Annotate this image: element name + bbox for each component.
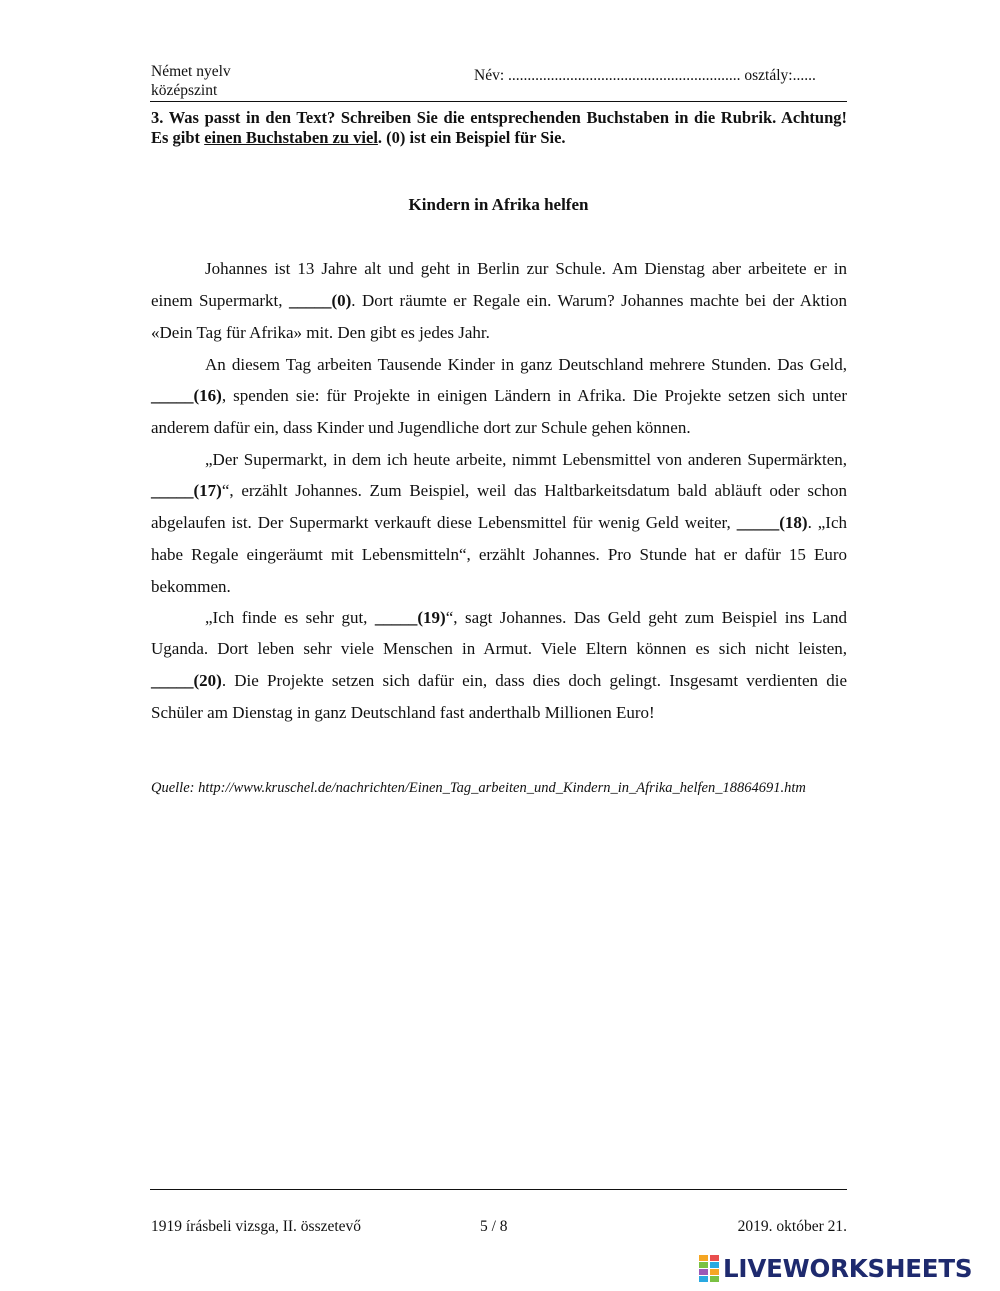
instruction-text-2: . (0) ist ein Beispiel für Sie. [377, 128, 566, 147]
gap-17[interactable]: _____(17) [151, 481, 222, 501]
paragraph-3 [151, 444, 847, 603]
p1-text-a: Johannes ist 13 Jahre alt und geht in Berlin zur Schule. Am Dienstag aber arbeitete er in einem Supermarkt, [151, 259, 847, 310]
p3-text-b: “, erzählt Johannes. Zum Beispiel, weil das Haltbarkeitsdatum bald abläuft oder schon abgelaufen ist. Der Supermarkt verkauft diese Lebensmittel für wenig Geld weiter, [151, 481, 847, 533]
name-class-field: Név: ............................................................ osztály:...... [474, 67, 816, 84]
instruction-underlined: einen Buchstaben zu viel [204, 128, 378, 147]
p4-text-c: . Die Projekte setzen sich dafür ein, dass dies doch gelingt. Insgesamt verdienten die Schüler am Dienstag in ganz Deutschland fast anderthalb Millionen Euro! [151, 671, 847, 722]
gap-16[interactable]: _____(16) [151, 386, 222, 406]
task-instruction [151, 108, 847, 148]
footer-exam-id: 1919 írásbeli vizsga, II. összetevő [151, 1218, 362, 1235]
liveworksheets-logo-icon [699, 1255, 719, 1283]
header-subject [151, 62, 231, 100]
p2-text-b: , spenden sie: für Projekte in einigen Ländern in Afrika. Die Projekte setzen sich unter anderem dafür ein, dass Kinder und Jugendliche dort zur Schule gehen können. [151, 386, 847, 438]
footer-date: 2019. október 21. [737, 1218, 847, 1235]
p3-text-a: „Der Supermarkt, in dem ich heute arbeite, nimmt Lebensmittel von anderen Supermärkten, [205, 449, 847, 469]
subject-line-1: Német nyelv [151, 63, 231, 80]
gap-0: _____(0) [288, 290, 352, 310]
footer-page-number: 5 / 8 [480, 1218, 508, 1235]
paragraph-1 [151, 253, 847, 348]
gap-20[interactable]: _____(20) [151, 671, 222, 691]
gap-18[interactable]: _____(18) [736, 513, 808, 533]
header-divider [150, 101, 847, 102]
liveworksheets-logo [699, 1254, 972, 1284]
subject-line-2: középszint [151, 82, 218, 99]
p2-text-a: An diesem Tag arbeiten Tausende Kinder in ganz Deutschland mehrere Stunden. Das Geld, [205, 354, 847, 374]
p3-text-c: . „Ich habe Regale eingeräumt mit Lebensmitteln“, erzählt Johannes. Pro Stunde hat er dafür 15 Euro bekommen. [151, 513, 847, 596]
paragraph-2 [151, 349, 847, 444]
paragraph-4 [151, 602, 847, 729]
p1-text-b: . Dort räumte er Regale ein. Warum? Johannes machte bei der Aktion «Dein Tag für Afrika» mit. Den gibt es jedes Jahr. [151, 290, 847, 342]
source-citation: Quelle: http://www.kruschel.de/nachrichten/Einen_Tag_arbeiten_und_Kindern_in_Afrika_helfen_18864691.htm [151, 780, 806, 796]
p4-text-b: “, sagt Johannes. Das Geld geht zum Beispiel ins Land Uganda. Dort leben sehr viele Menschen in Armut. Viele Eltern können es sich nicht leisten, [151, 607, 848, 659]
text-title: Kindern in Afrika helfen [408, 195, 589, 214]
liveworksheets-logo-text: LIVEWORKSHEETS [723, 1254, 973, 1283]
instruction-text-1: 3. Was passt in den Text? Schreiben Sie die entsprechenden Buchstaben in die Rubrik. Achtung! Es gibt [151, 108, 847, 147]
p4-text-a: „Ich finde es sehr gut, [205, 607, 375, 627]
gap-19[interactable]: _____(19) [374, 607, 446, 627]
footer-divider [150, 1189, 847, 1190]
